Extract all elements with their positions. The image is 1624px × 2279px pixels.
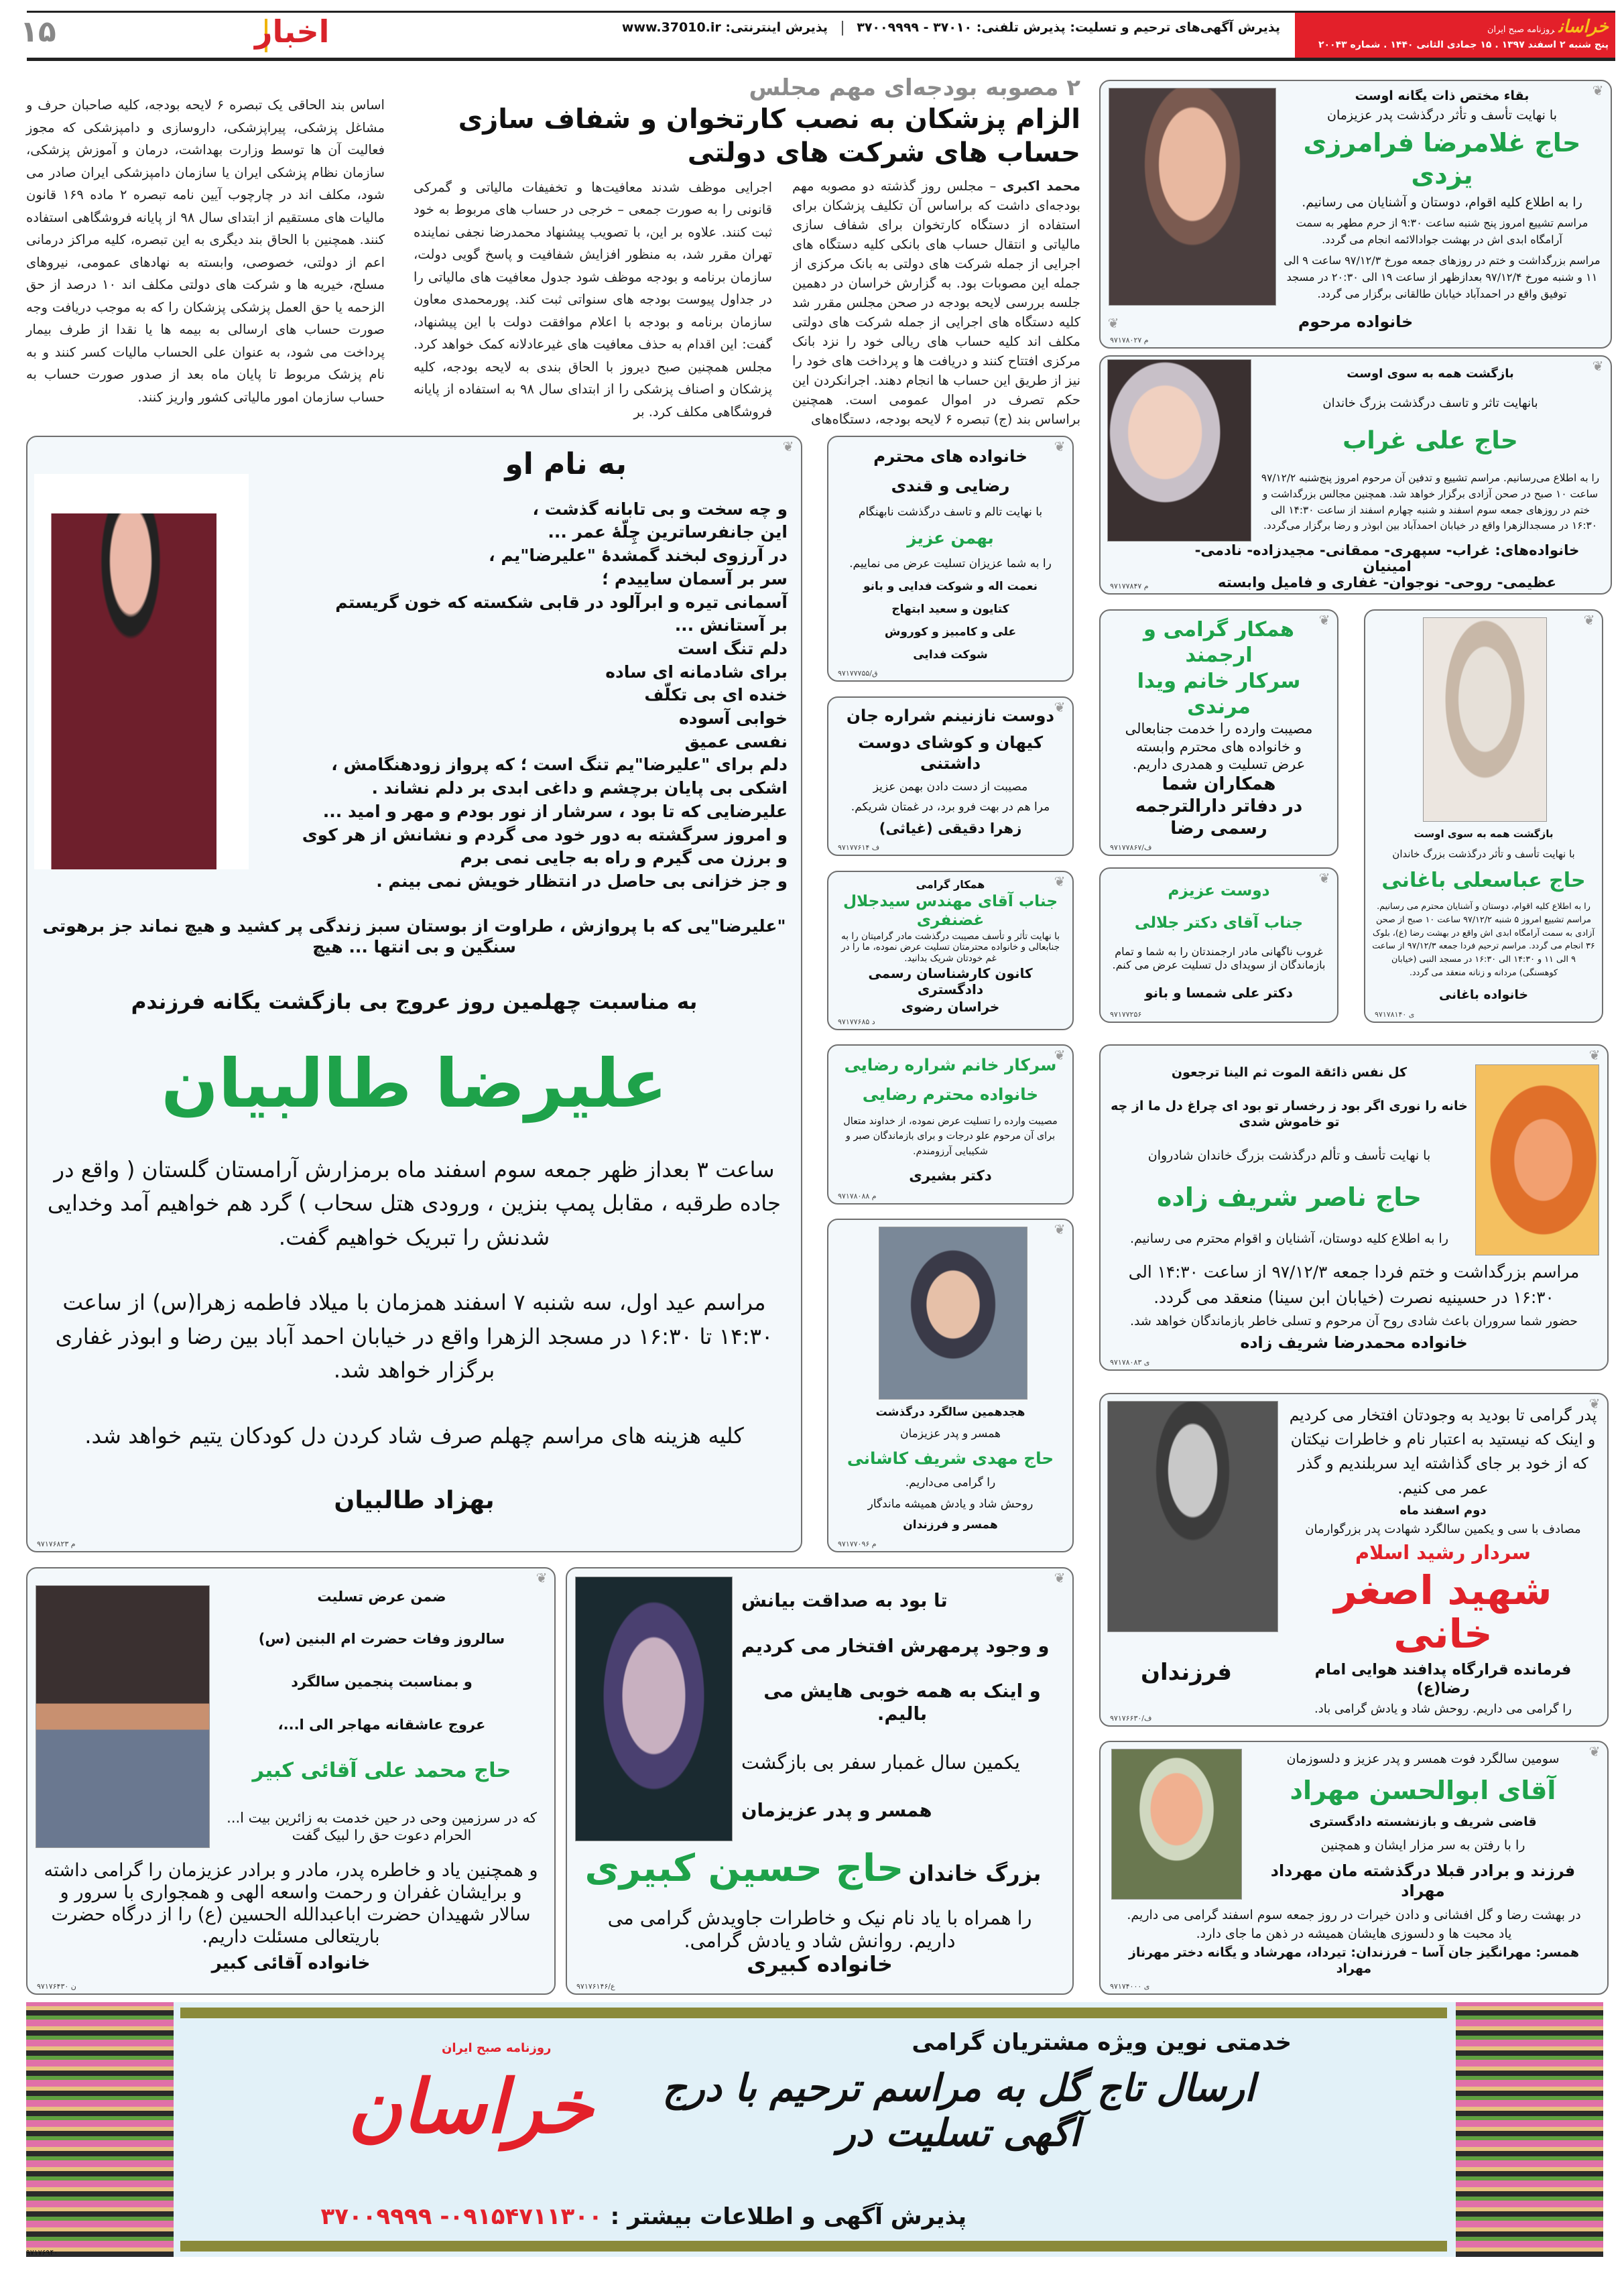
ad-line-sign: خانواده محمدرضا شریف زاده — [1240, 1333, 1468, 1352]
ad-line-sign: به مناسبت چهلمین روز عروج بی بازگشت یگانه فرزندم — [131, 989, 698, 1014]
ad-line-text: را به اطلاع کلیه اقوام، دوستان و آشنایان می رسانیم. — [1302, 195, 1582, 210]
article-kicker: ۲ مصوبه بودجه‌ای مهم مجلس — [749, 74, 1080, 101]
ad-signature — [1235, 306, 1477, 339]
ad-line-heading: جناب آقای دکتر جلالی — [1134, 913, 1304, 932]
ad-title: به نام او — [505, 447, 627, 481]
ads-label: پذیرش آگهی‌های ترحیم و تسلیت: — [1070, 20, 1280, 35]
ad-code: ۹۷۱۷۷۶۱۴ ف — [838, 843, 880, 852]
ad-line-poem: خنده ای بی تکلّف — [644, 685, 788, 705]
ad-line-lead: کتایون و سعید ابتهاج — [891, 603, 1009, 617]
ad-line-big: مراسم بزرگداشت و ختم فردا جمعه ۹۷/۱۲/۳ از ساعت ۱۴:۳۰ الی ۱۶:۳۰ در حسینیه نصرت (خیابان ابن سینا) منعقد می گردد. — [1128, 1261, 1580, 1307]
ornament-icon: ❦ — [1588, 1047, 1601, 1063]
ad-line-small: مراسم تشییع امروز پنج شنبه ساعت ۹:۳۰ از حرم مطهر به سمت آرامگاه ابدی اش در بهشت جوادالائمه انجام می گردد. — [1296, 217, 1588, 247]
ad-footer — [1110, 1906, 1598, 1979]
ad-line-heading: خانواده محترم رضایی — [862, 1085, 1039, 1105]
article — [414, 74, 1080, 430]
memorial-kabiri — [566, 1567, 1074, 1995]
promo-banner — [26, 2002, 1603, 2257]
ad-code: ۹۷۱۷۶۸۲۳ م — [37, 1540, 76, 1548]
ad-line-name: حاج ناصر شریف زاده — [1157, 1182, 1422, 1213]
ad-line-big: پدر گرامی تا بودید به وجودتان افتخار می کردیم و اینک که نیستید به اعتبار نام و خاطرات نیکتان که از خود بر جای گذاشته اید سربلندیم و گذر عمر می کنیم. — [1289, 1405, 1597, 1497]
ad-body — [835, 703, 1066, 841]
ad-line-lead: بازگشت همه به سوی اوست — [1347, 366, 1514, 381]
ad-line-small: را به اطلاع کلیه اقوام، دوستان و آشنایان محترم می رسانیم. مراسم تشییع امروز ۵ شنبه ۹۷/۱۲/۲ ساعت ۱۰ صبح از صحن آزادی به سمت آرامگاه ابدی اش واقع در بهشت رضا (ع)، بلوک ۳۶ انجام می گردد. مراسم ترحیم فردا جمعه ۹۷/۱۲/۳ از ساعت ۹ الی ۱۱ و ۱۴:۳۰ الی ۱۶:۳۰ در مسجد النبی (خیابان کوهسنگی) مردانه و زنانه منعقد می گردد. — [1372, 902, 1595, 978]
banner-logo: خراسان — [348, 2064, 593, 2150]
ad-line-text: حضور شما سروران باعث شادی روح آن مرحوم و تسلی خاطر بازماندگان خواهد شد. — [1129, 1314, 1578, 1329]
ad-line-text: را به اطلاع کلیه دوستان، آشنایان و اقوام محترم می رسانیم. — [1130, 1231, 1448, 1247]
ad-line-lead: همکار گرامی — [916, 877, 985, 891]
ad-line-text: و خانواده های محترم وابسته — [1136, 738, 1302, 755]
ad-body — [741, 1579, 1063, 1833]
section-title: اخبار — [255, 13, 330, 50]
ad-footer — [594, 1907, 1046, 1977]
ad-body — [1248, 1747, 1598, 1905]
ad-line-lead: دوم اسفند ماه — [1399, 1503, 1487, 1518]
ad-line-poem: اشکی بی پایان برچشم و داغی ابدی بر دلم نشاند . — [371, 778, 788, 798]
ad-line-sign: و اینک به همه خوبی هایش می بالیم. — [763, 1680, 1041, 1725]
ad-body — [835, 1051, 1066, 1190]
ad-line-sign: همکاران شما — [1162, 774, 1276, 794]
ad-line-text: را گرامی می‌داریم. — [905, 1476, 996, 1489]
ad-signature — [1174, 543, 1600, 591]
portrait-photo — [1107, 359, 1251, 542]
memorial-aghaei-kabir — [26, 1567, 556, 1995]
ad-line-text: با نهایت تالم و تاسف درگذشت نابهنگام — [858, 505, 1043, 519]
ad-line-name: آقای ابوالحسن مهراد — [1290, 1775, 1556, 1805]
ad-line-poem: این جانفرساترین چِلّهٔ عمر ... — [548, 522, 788, 542]
ad-line-text: را به شما عزیزان تسلیت عرض می نماییم. — [849, 557, 1052, 571]
portrait-photo — [34, 474, 249, 869]
ad-line-big: کلیه هزینه های مراسم چهلم صرف شاد کردن دل کودکان یتیم خواهد شد. — [84, 1423, 744, 1449]
ad-line-text: با نهایت تأسف و تألم درگذشت بزرگ خاندان شادروان — [1147, 1148, 1431, 1164]
ad-code: ۹۷۱۷۶۹۴۰ — [26, 2248, 58, 2257]
ad-line-sign: عظیمی- روحی- نوجوان- غفاری و فامیل وابسته — [1217, 574, 1557, 592]
portrait-photo — [36, 1585, 210, 1848]
ad-line-sign: همسر و پدر عزیزمان — [741, 1800, 932, 1822]
condolence-rezaei-ghandi — [827, 436, 1074, 682]
ad-line-red: سردار رشید اسلام — [1355, 1541, 1531, 1564]
ad-line-lead: علی و کامبیز و کوروش — [884, 625, 1017, 639]
ad-line-lead: خانه را نوری اگر بود ز رخسار تو بود ای چراغ دل ما از چه تو خاموش شدی — [1111, 1099, 1468, 1130]
ad-line-lead: شوکت فدایی — [913, 648, 988, 662]
ad-line-name: حاج غلامرضا فرامرزی یزدی — [1303, 128, 1581, 190]
ad-line-heading: حاج مهدی شریف کاشانی — [847, 1448, 1054, 1468]
ad-line-poem: و برزن می گیرم و راه به جایی نمی برم — [460, 848, 788, 868]
ad-code: ۹۷۱۷۸۱۴۰ ی — [1375, 1010, 1415, 1019]
ad-line-poem: و امروز سرگشته به دور خود می گردم و نشانش از هر کوی — [302, 824, 788, 845]
ad-line-small: مصیبت وارده را تسلیت عرض نموده، از خداوند متعال برای آن مرحوم علو درجات و برای بازماندگان صبر و شکیبایی آرزومندم. — [843, 1115, 1058, 1157]
ornament-icon: ❦ — [1054, 1570, 1066, 1586]
ad-line-heading: بهمن عزیز — [907, 528, 994, 548]
ad-line-black: رضایی و قندی — [891, 475, 1010, 495]
ad-code: ۹۷۱۷۶۴۳۰ ن — [37, 1982, 76, 1991]
condolence-jalali — [1099, 867, 1338, 1023]
ad-line-text: را گرامی می داریم. روحش شاد و یادش گرامی باد. — [1314, 1701, 1572, 1716]
ad-line-poem: خوابی آسوده — [678, 709, 788, 729]
ad-line-black: خانواده های محترم — [873, 446, 1027, 467]
ad-line-black: بهزاد طالبیان — [334, 1485, 495, 1514]
ad-code: ۹۷۱۷۷۶۸۵ د — [838, 1018, 875, 1026]
ad-line-text: سومین سالگرد فوت همسر و پدر عزیز و دلسوزمان — [1286, 1751, 1560, 1766]
ad-code: ۹۷۱۷۷۰۹۶ م — [838, 1540, 877, 1548]
ornament-icon: ❦ — [1592, 82, 1604, 99]
ad-line-poem: دلم برای "علیرضا"یم تنگ است ؛ که پرواز زودهنگامش ، — [331, 755, 788, 775]
article-column-1 — [792, 176, 1080, 431]
ad-line-lead: همسر و فرزندان — [903, 1518, 998, 1532]
ad-line-small: با نهایت تأثر و تأسف مصیبت درگذشت مادر گرامیتان را به جنابعالی و خانواده محترمتان تسلیت عرض نموده، ما را در غم خودتان شریک بدانید. — [840, 930, 1060, 964]
ad-title-line — [580, 1847, 1046, 1890]
ad-line-small: مراسم بزرگداشت و ختم در روزهای جمعه مورخ ۹۷/۱۲/۳ ساعت ۹ الی ۱۱ و شنبه مورخ ۹۷/۱۲/۴ بعدازظهر از ساعت ۱۹ الی ۲۰:۳۰ در مسجد توفیق واقع در احمدآباد خیابان طالقانی برگزار می گردد. — [1284, 254, 1601, 301]
issue-date: پنج شنبه ۲ اسفند ۱۳۹۷ . ۱۵ جمادی الثانی ۱۴۴۰ . شماره ۲۰۰۴۳ — [1318, 40, 1609, 50]
obituary-ghorab — [1099, 355, 1612, 595]
ad-line-sign: تا بود به صداقت بیانش — [741, 1590, 948, 1612]
ad-line-lead: بقاء مختص ذات یگانه اوست — [1355, 88, 1529, 103]
title-prefix: بزرگ خاندان — [908, 1861, 1042, 1886]
web-info[interactable]: پذیرش اینترنتی: www.37010.ir — [621, 20, 828, 35]
ad-line-sign: و وجود پرمهرش افتخار می کردیم — [741, 1635, 1050, 1657]
banner-subtitle: خدمتی نوین ویژه مشتریان گرامی — [912, 2029, 1292, 2056]
portrait-photo — [1475, 1064, 1599, 1255]
ornament-icon: ❦ — [1583, 612, 1595, 628]
ornament-icon: ❦ — [1054, 1221, 1066, 1237]
ad-line-sign: خانواده مرحوم — [1298, 312, 1414, 332]
ad-line-poem: علیرضایی که تا بود ، سرشار از نور بودم و مهر و امید ... — [322, 801, 788, 821]
ad-line-big: مراسم عید اول، سه شنبه ۷ اسفند همزمان با میلاد فاطمه زهرا(س) از ساعت ۱۴:۳۰ تا ۱۶:۳۰ در مسجد الزهرا واقع در خیابان احمد آباد بین رضا و ابوذر غفاری برگزار خواهد شد. — [55, 1290, 773, 1383]
ad-code: ۹۷۱۷۷۸۴۷ م — [1110, 582, 1149, 591]
ad-line-poem: نفسی عمیق — [684, 731, 788, 751]
ad-line-poem: بر آستانش ... — [674, 615, 788, 635]
memorial-khani — [1099, 1393, 1609, 1727]
frame-rail — [180, 2241, 1447, 2252]
portrait-photo — [575, 1577, 733, 1841]
contact-phone[interactable]: ۰۹۱۵۴۷۱۱۳۰۰- ۳۷۰۰۹۹۹۹ — [320, 2203, 603, 2230]
ad-code: ۹۷۱۷۶۱۴۶/ع — [576, 1982, 615, 1991]
ad-body — [1109, 1056, 1470, 1256]
flower-wreath-icon — [26, 2002, 174, 2257]
ad-body — [218, 1575, 545, 1857]
masthead — [1295, 13, 1615, 58]
portrait-photo — [879, 1227, 1027, 1400]
ornament-icon: ❦ — [1588, 1396, 1601, 1412]
ornament-icon: ❦ — [1592, 358, 1604, 374]
ad-line-lead: همسر: مهرانگیز جان آسا – فرزندان: تیرداد، مهرشاد و یگانه دختر مهرناز مهراد — [1128, 1945, 1580, 1977]
portrait-photo — [1111, 1749, 1242, 1900]
ad-line-lead: و بمناسبت پنجمین سالگرد — [291, 1674, 473, 1690]
ad-line-sign: کانون کارشناسان رسمی دادگستری — [868, 965, 1033, 997]
newspaper-logo: خراسان — [1558, 17, 1609, 37]
ad-line-poem: و چه سخت و بی تابانه گذشت ، — [532, 499, 788, 519]
ad-line-text: غروب ناگهانی مادر ارجمندتان را به شما و تمام بازماندگان از سویدای دل تسلیت عرض می کنم. — [1112, 945, 1326, 972]
deceased-name: حاج حسین کبیری — [584, 1847, 904, 1890]
page-number: ۱۵ — [20, 15, 56, 49]
ad-signature: فرزندان — [1141, 1659, 1233, 1686]
ad-line-sign: دکتر علی شمسا و بانو — [1145, 985, 1293, 1001]
ad-line-text: با نهایت تأسف و تأثر درگذشت بزرگ خاندان — [1392, 847, 1575, 860]
ornament-icon: ❦ — [1318, 870, 1330, 886]
condolence-ghazanfari — [827, 871, 1074, 1030]
ad-line-sign: در دفاتر دارالترجمه رسمی رضا — [1135, 796, 1303, 839]
ad-line-text: یاد محبت ها و دلسوزی هایشان همیشه در ذهن ما جای دارد. — [1196, 1926, 1512, 1942]
ad-line-text: عرض تسلیت و همدری داریم. — [1132, 756, 1306, 773]
ad-line-poem: و جز خزانی بی حاصل در انتظار خویش نمی بینم . — [376, 871, 788, 891]
ad-body — [1258, 359, 1603, 542]
ad-body — [835, 873, 1066, 1015]
phone-info: پذیرش تلفنی: ۳۷۰۱۰ - ۳۷۰۰۹۹۹۹ — [857, 20, 1066, 35]
ad-line-text: مصادف با سی و یکمین سالگرد شهادت پدر بزرگوارمان — [1305, 1522, 1581, 1537]
ad-line-text: با نهایت تأسف و تأثر درگذشت پدر عزیزمان — [1327, 108, 1558, 123]
condolence-marandi — [1099, 609, 1338, 856]
ad-code: ۹۷۱۷۸۰۸۳ ی — [1110, 1358, 1150, 1367]
ad-line-lead: سالروز وفات حضرت ام البنین (س) — [258, 1631, 505, 1648]
ad-line-small: را به اطلاع می‌رسانیم. مراسم تشییع و تدفین آن مرحوم امروز پنج‌شنبه ۹۷/۱۲/۲ ساعت ۱۰ صبح در صحن آزادی برگزار خواهد شد. همچنین مجالس بزرگداشت و ختم در روزهای جمعه سوم اسفند و شنبه چهارم اسفند از ساعت ۱۴:۳۰ الی ۱۶:۳۰ در مسجدالزهرا واقع در خیابان احمدآباد بین ابوذر و رضا برگزار می‌گردد. — [1261, 472, 1600, 532]
ad-line-big: و همچنین یاد و خاطره پدر، مادر و برادر عزیزمان را گرامی داشته و برایشان غفران و رحمت واسعه الهی و همجواری با سرور و سالار شهیدان حضرت اباعبدالله الحسین (ع) را از درگاه حضرت باریتعالی مسئلت داریم. — [44, 1860, 538, 1948]
ad-line-name: حاج علی غراب — [1342, 427, 1518, 455]
article-column-3: اساس بند الحاقی یک تبصره ۶ لایحه بودجه، کلیه صاحبان حرف و مشاغل پزشکی، پیراپزشکی، داروسازی و دامپزشکی که مجوز فعالیت آن ها توسط وزارت بهداشت، درمان و آموزش پزشکی، سازمان نظام پزشکی ایران یا سازمان دامپزشکی ایران صادر می شود، مکلف اند در چارچوب آیین نامه تبصره ۲ ماده ۱۶۹ قانون مالیات های مستقیم از ابتدای سال ۹۸ از پایانه فروشگاهی استفاده کنند. همچنین با الحاق بند دیگری به این تبصره، کلیه مراکز درمانی اعم از دولتی، خصوصی، وابسته به نهادهای عمومی، نیروهای مسلح، خیریه ها و شرکت های دولتی مکلف اند ۱۰ درصد از حق الزحمه یا حق العمل پزشکی پزشکان را که به موجب دریافت وجه صورت حساب های ارسالی به بیمه ها یا نقدا از طرف بیمار پرداخت می شود، به عنوان علی الحساب مالیات کسر کنند و به نام پزشک مربوط تا پایان ماه بعد از صدور صورت حساب به حساب سازمان امور مالیاتی کشور واریز کنند. — [26, 97, 385, 405]
ad-line-text: همسر و پدر عزیزمان — [899, 1426, 1001, 1440]
ad-body — [1288, 1401, 1598, 1719]
ad-line-text: را با رفتن به سر مزار ایشان و همچنین — [1320, 1837, 1525, 1853]
ad-line-red-name: شهید اصغر خانی — [1334, 1567, 1552, 1658]
ad-line-heading: همکار گرامی و ارجمند — [1143, 618, 1294, 668]
ad-line-sign: خانواده آقائی کبیر — [211, 1953, 371, 1974]
ornament-icon: ❦ — [1054, 438, 1066, 454]
ad-line-big: را همراه با یاد نام نیک و خاطرات جاویدش گرامی می داریم. روانش شاد و یادش گرامی. — [607, 1906, 1032, 1952]
ad-line-lead: ضمن عرض تسلیت — [317, 1588, 446, 1605]
newspaper-tagline: روزنامه صبح ایران — [1487, 25, 1555, 35]
ornament-icon: ❦ — [1107, 315, 1119, 331]
ad-code: ۹۷۱۷۴۰۰۰ ی — [1110, 1982, 1150, 1991]
flower-wreath-icon — [1456, 2002, 1603, 2257]
ad-footer — [1114, 1257, 1594, 1355]
ad-line-big: ساعت ۳ بعداز ظهر جمعه سوم اسفند ماه برمزارش آرامستان گلستان ( واقع در جاده طرقبه ، مقابل پمپ بنزین ، ورودی هتل سحاب ) گرد هم خواهیم آمد وخدایی شدنش را تبریک خواهیم گفت. — [47, 1156, 782, 1250]
portrait-photo — [1109, 88, 1276, 306]
ad-line-text: در بهشت رضا و گل افشانی و دادن خیرات در روز جمعه سوم اسفند گرامی می داریم. — [1127, 1908, 1581, 1923]
ad-line-sign: فرزند و برادر قبلا درگذشته مان مهرداد مهراد — [1270, 1861, 1576, 1900]
ad-body — [1107, 617, 1330, 840]
obituary-sharifzadeh — [1099, 1044, 1609, 1371]
ad-line-text: مصیبت از دست دادن بهمن عزیز — [873, 780, 1028, 794]
article-column-2: اجرایی موظف شدند معافیت‌ها و تخفیفات مالیاتی و گمرکی قانونی را به صورت جمعی – خرجی در حساب های مربوط به خود ثبت کنند. علاوه بر این، با تصویب پیشنهاد محمدرضا نجفی نماینده تهران مقرر شد، به منظور افزایش شفافیت و پاسخ گویی دولت، سازمان برنامه و بودجه موظف شود جدول معافیت های مالیاتی را در جداول پیوست بودجه های سنواتی ثبت کند. پورمحمدی معاون سازمان برنامه و بودجه با اعلام موافقت دولت با این پیشنهاد، گفت: این اقدام به حذف معافیت های غیرعادلانه کمک خواهد کرد. مجلس همچنین صبح دیروز با الحاق بندی به لایحه بودجه، کلیه پزشکان و اصناف پزشکی را از ابتدای سال ۹۸ به استفاده از پایانه فروشگاهی مکلف کرد. بر — [414, 179, 773, 420]
poem — [255, 497, 788, 893]
frame-rail — [180, 2008, 1447, 2018]
ad-line-heading: جناب آقای مهندس سیدجلال غضنفری — [842, 891, 1058, 929]
ad-line-text: روحش شاد و یادش همیشه ماندگار — [867, 1497, 1034, 1511]
ad-line-sign: خانواده باغانی — [1439, 987, 1528, 1002]
ad-code: ۹۷۱۷۶۶۳۰/ف — [1110, 1714, 1152, 1723]
ad-line-black: دوست نازنینم شراره جان — [846, 706, 1055, 726]
article-body — [414, 176, 1080, 431]
ad-line-sign: خراسان رضوی — [901, 998, 1000, 1015]
portrait-photo — [1423, 617, 1547, 822]
ad-line-black: کیهان و کوشای دوست داشتنی — [857, 733, 1044, 773]
ornament-icon: ❦ — [1054, 699, 1066, 715]
condolence-bashiri — [827, 1044, 1074, 1205]
memorial-kashani — [827, 1219, 1074, 1552]
ad-body — [835, 1402, 1066, 1536]
ad-line-black: خانواده کبیری — [747, 1951, 893, 1977]
ad-line-heading: سرکار خانم شراره رضایی — [844, 1055, 1057, 1075]
divider — [842, 21, 843, 36]
ad-code: ۹۷۱۷۷۸۶۷/ف — [1110, 843, 1152, 852]
ad-body — [1109, 874, 1329, 1008]
ad-footer — [41, 1857, 541, 1977]
ad-line-text: که در سرزمین وحی در حین خدمت به زائرین بیت ا... الحرام دعوت حق را لبیک گفت — [227, 1809, 537, 1844]
ad-line-sign: زهرا دقیقی (غیاثی) — [879, 820, 1022, 837]
ornament-icon: ❦ — [1318, 612, 1330, 628]
memorial-talebian — [26, 436, 802, 1552]
banner-headline: ارسال تاج گل به مراسم ترحیم با درج آگهی تسلیت در — [662, 2067, 1255, 2156]
ad-line-poem: دلم تنگ است — [677, 638, 788, 658]
article-headline: الزام پزشکان به نصب کارتخوان و شفاف سازی حساب های شرکت های دولتی — [458, 103, 1080, 168]
article-author: محمد اکبری — [1002, 178, 1081, 194]
ad-footer — [41, 900, 788, 1531]
ad-body — [1372, 824, 1595, 1007]
ad-line-sign: دکتر بشیری — [909, 1167, 992, 1184]
ad-line-name: حاج عباسعلی باغانی — [1381, 868, 1586, 892]
ad-line-poem: در آرزوی لبخند گمشدهٔ "علیرضا"یم ، — [489, 546, 788, 566]
ad-line-poem: سر بر آسمان ساییدم ؛ — [602, 568, 788, 589]
ad-line-lead: نعمت اله و شوکت فدایی و بانو — [863, 580, 1038, 594]
ad-line-sign: فرمانده قرارگاه پدافند هوایی امام رضا(ع) — [1314, 1660, 1572, 1698]
ad-line-sign: خانواده‌های: غراب- سپهری- ممقانی- مجیدزاده- نادمی- امینیان — [1194, 542, 1580, 576]
obituary-baghani — [1364, 609, 1603, 1023]
ad-line-poem: برای شادمانه ای ساده — [605, 662, 788, 682]
ad-line-poem: آسمانی تیره و ابرآلود در قابی شکسته که خون گریستم — [335, 592, 788, 612]
ad-body — [835, 438, 1066, 667]
memorial-mehrad — [1099, 1741, 1609, 1995]
ad-line-text: مرا هم در بهت فرو برد، در غمتان شریکم. — [851, 800, 1050, 814]
ad-body — [1283, 86, 1601, 304]
ad-line-lead: بازگشت همه به سوی اوست — [1414, 827, 1554, 840]
ad-line-lead: کل نفس ذائقة الموت ثم الینا ترجعون — [1171, 1065, 1408, 1081]
ad-line-lead: "علیرضا"یی که با پروازش ، طراوت از بوستان سبز زندگی پر کشید و هیچ نماند جز برهوتی سنگین و بی انتها ... هیچ — [42, 916, 786, 957]
ad-line-heading: حاج محمد علی آقائی کبیر — [252, 1759, 511, 1783]
obituary-faramarzi — [1099, 80, 1612, 349]
contact-label: پذیرش آگهی و اطلاعات بیشتر : — [610, 2203, 966, 2230]
ad-line-text: بانهایت تاثر و تاسف درگذشت بزرگ خاندان — [1322, 396, 1538, 411]
ad-line-text: مصیبت وارده را خدمت جنابعالی — [1125, 721, 1313, 737]
condolence-sharareh — [827, 696, 1074, 856]
ad-line-heading: سرکار خانم ویدا مرندی — [1137, 669, 1301, 719]
ornament-icon: ❦ — [782, 438, 794, 454]
ad-line-lead: هجدهمین سالگرد درگذشت — [875, 1406, 1025, 1420]
header-ad-info — [621, 20, 1280, 36]
ornament-icon: ❦ — [536, 1570, 548, 1586]
ornament-icon: ❦ — [1588, 1743, 1601, 1760]
ad-line-lead: قاضی شریف و بازنشسته دادگستری — [1309, 1814, 1537, 1829]
ad-line-lead: عروج عاشقانه مهاجر الی ا...، — [277, 1716, 486, 1733]
banner-logo-tagline: روزنامه صبح ایران — [442, 2041, 552, 2055]
header-rule-bottom — [27, 58, 1615, 61]
ad-code: ۹۷۱۷۷۲۵۶ — [1110, 1010, 1142, 1019]
ad-line-heading: دوست عزیزم — [1168, 881, 1270, 900]
portrait-photo — [1107, 1401, 1278, 1632]
ad-code: ۹۷۱۷۸۰۸۸ م — [838, 1192, 877, 1200]
ad-code: ۹۷۱۷۸۰۲۷ م — [1110, 336, 1149, 345]
ad-line-big: یکمین سال غمبار سفر بی بازگشت — [741, 1751, 1020, 1774]
ad-code: ۹۷۱۷۷۷۵۵/ق — [838, 669, 878, 678]
ad-line-huge: علیرضا طالبیان — [161, 1044, 668, 1123]
banner-contact — [321, 2203, 966, 2230]
ornament-icon: ❦ — [1054, 873, 1066, 889]
article-text: – مجلس روز گذشته دو مصوبه مهم بودجه‌ای داشت که براساس آن تکلیف پزشکان برای استفاده از دستگاه کارتخوان برای شفاف سازی مالیاتی و انتقال حساب های بانکی کلیه دستگاه های اجرایی از جمله شرکت های دولتی به بانک مرکزی از جمله این مصوبات بود. به گزارش خراسان در دهمین جلسه بررسی لایحه بودجه در صحن مجلس مقرر شد کلیه دستگاه های اجرایی از جمله شرکت های دولتی مکلف اند کلیه حساب های ریالی خود را نزد بانک مرکزی افتتاح کنند و دریافت ها و پرداخت های خود را نیز از طریق این حساب ها انجام دهند. اجرانکردن این حکم تصرف در اموال عمومی است. همچنین براساس بند (ج) تبصره ۶ لایحه بودجه، دستگاه‌های — [792, 178, 1080, 427]
ornament-icon: ❦ — [1054, 1047, 1066, 1063]
